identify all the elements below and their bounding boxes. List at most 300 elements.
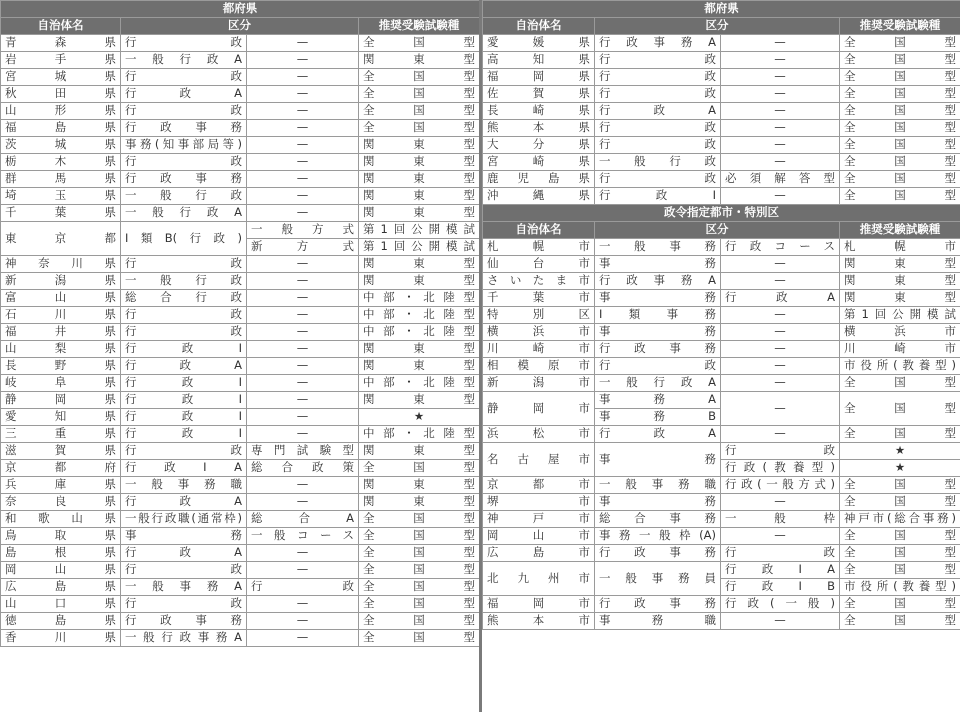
subdivision-cell: — [247,375,359,392]
subdivision-cell: — [247,613,359,630]
entity-name: 北九州市 [483,562,595,596]
subdivision-cell: — [247,630,359,647]
exam-type-cell: 全国型 [840,188,960,205]
exam-type-cell: 全国型 [359,511,480,528]
entity-name: 京都市 [483,477,595,494]
subdivision-cell: 行政(一般) [721,596,840,613]
division-cell: 一般事務職 [595,477,721,494]
division-cell: 行政A [121,86,247,103]
col-header-entity: 自治体名 [483,18,595,35]
division-cell: 行政Ⅰ [121,392,247,409]
division-cell: 事務 [595,256,721,273]
exam-type-cell: 中部・北陸型 [359,290,480,307]
table-row [483,239,960,256]
subdivision-cell: — [721,69,840,86]
exam-type-cell: 中部・北陸型 [359,375,480,392]
division-cell: 行政事務 [595,545,721,562]
table-row [1,443,480,460]
exam-type-cell: ★ [359,409,480,426]
table-row [483,103,960,120]
division-cell: 行政Ⅰ [121,409,247,426]
table-row [483,341,960,358]
exam-type-cell: 関東型 [840,273,960,290]
exam-type-cell: 関東型 [359,154,480,171]
division-cell: 行政 [595,120,721,137]
exam-type-cell: 全国型 [359,579,480,596]
subdivision-cell: 行政ⅠB [721,579,840,596]
table-row [1,290,480,307]
division-cell: 行政 [121,324,247,341]
entity-name: 川崎市 [483,341,595,358]
entity-name: 静岡県 [1,392,121,409]
exam-type-cell: 全国型 [840,528,960,545]
subdivision-cell: — [721,52,840,69]
subdivision-cell: 行政ⅠA [721,562,840,579]
exam-type-cell: 全国型 [359,545,480,562]
table-row [1,154,480,171]
entity-name: 山口県 [1,596,121,613]
prefecture-table-left [0,0,480,647]
table-row [1,409,480,426]
exam-type-cell: 全国型 [840,120,960,137]
table-row [483,120,960,137]
entity-name: 京都府 [1,460,121,477]
exam-type-cell: 全国型 [840,392,960,426]
division-cell: Ⅰ類B(行政) [121,222,247,256]
exam-type-cell: 全国型 [840,494,960,511]
table-row [1,103,480,120]
division-cell: 一般行政職(通常枠) [121,511,247,528]
exam-type-cell: 関東型 [359,392,480,409]
division-cell: 事務 [121,528,247,545]
entity-name: 仙台市 [483,256,595,273]
division-cell: 行政事務A [595,273,721,290]
subdivision-cell: — [247,188,359,205]
division-cell: 事務 [595,443,721,477]
table-row [483,256,960,273]
exam-type-cell: 関東型 [359,205,480,222]
table-row [1,86,480,103]
table-row [1,579,480,596]
table-row [483,375,960,392]
subdivision-cell: 必須解答型 [721,171,840,188]
subdivision-cell: — [247,477,359,494]
entity-name: 徳島県 [1,613,121,630]
exam-type-cell: 全国型 [359,103,480,120]
division-cell: 行政A [595,103,721,120]
division-cell: 行政事務 [121,171,247,188]
exam-type-cell: 全国型 [840,154,960,171]
entity-name: 福岡県 [483,69,595,86]
exam-type-cell: 関東型 [359,256,480,273]
division-cell: 事務 [595,324,721,341]
entity-name: 愛知県 [1,409,121,426]
subdivision-cell: 総合政策 [247,460,359,477]
entity-name: 岡山県 [1,562,121,579]
entity-name: 島根県 [1,545,121,562]
entity-name: 秋田県 [1,86,121,103]
table-row [483,69,960,86]
table-row [1,562,480,579]
exam-type-cell: 全国型 [359,613,480,630]
division-cell: 事務一般枠(A) [595,528,721,545]
table-row [483,426,960,443]
division-cell: 行政A [121,494,247,511]
subdivision-cell: — [721,154,840,171]
table-row [1,69,480,86]
division-cell: 事務B [595,409,721,426]
division-cell: 一般事務A [121,579,247,596]
division-cell: 行政 [121,307,247,324]
entity-name: 茨城県 [1,137,121,154]
division-cell: 行政 [121,35,247,52]
exam-type-cell: 横浜市 [840,324,960,341]
division-cell: 一般行政 [595,154,721,171]
subdivision-cell: — [721,256,840,273]
division-cell: 行政事務 [595,341,721,358]
entity-name: 石川県 [1,307,121,324]
division-cell: 行政 [121,256,247,273]
exam-type-cell: ★ [840,443,960,460]
exam-type-cell: 中部・北陸型 [359,307,480,324]
entity-name: 鹿児島県 [483,171,595,188]
entity-name: 長野県 [1,358,121,375]
table-row [1,222,480,239]
exam-type-cell: 全国型 [840,69,960,86]
subdivision-cell: — [721,307,840,324]
division-cell: 総合事務 [595,511,721,528]
entity-name: 滋賀県 [1,443,121,460]
subdivision-cell: — [247,171,359,188]
entity-name: 新潟県 [1,273,121,290]
division-cell: 行政Ⅰ [595,188,721,205]
exam-type-cell: 関東型 [359,52,480,69]
table-row [483,35,960,52]
table-row [1,171,480,188]
division-cell: 行政A [121,545,247,562]
division-cell: 事務 [595,290,721,307]
entity-name: 岩手県 [1,52,121,69]
table-row [483,545,960,562]
table-row [483,613,960,630]
division-cell: 事務 [595,494,721,511]
division-cell: 行政 [121,69,247,86]
subdivision-cell: — [247,273,359,290]
entity-name: 堺市 [483,494,595,511]
entity-name: 三重県 [1,426,121,443]
division-cell: 行政 [595,86,721,103]
subdivision-cell: 一般方式 [247,222,359,239]
col-header-entity: 自治体名 [483,222,595,239]
col-header-division: 区分 [121,18,359,35]
exam-type-cell: 関東型 [359,188,480,205]
subdivision-cell: 行政 [721,545,840,562]
exam-type-cell: 札幌市 [840,239,960,256]
table-row [1,375,480,392]
subdivision-cell: — [247,69,359,86]
subdivision-cell: — [247,494,359,511]
division-cell: 行政Ⅰ [121,375,247,392]
subdivision-cell: — [721,103,840,120]
table-row [1,273,480,290]
division-cell: 一般行政 [121,273,247,290]
section-header-prefectures: 都府県 [1,1,480,18]
entity-name: 千葉県 [1,205,121,222]
table-row [483,154,960,171]
table-row [1,324,480,341]
table-row [483,477,960,494]
table-row [1,35,480,52]
table-row [1,358,480,375]
division-cell: 一般事務 [595,239,721,256]
exam-type-cell: 全国型 [840,562,960,579]
entity-name: 広島市 [483,545,595,562]
division-cell: 行政事務A [595,35,721,52]
subdivision-cell: — [247,426,359,443]
exam-type-cell: 第1回公開模試 [840,307,960,324]
division-cell: 事務職 [595,613,721,630]
table-row [483,86,960,103]
entity-name: 特別区 [483,307,595,324]
exam-type-cell: 関東型 [359,443,480,460]
subdivision-cell: — [721,273,840,290]
exam-type-cell: 全国型 [359,69,480,86]
entity-name: 栃木県 [1,154,121,171]
col-header-exam: 推奨受験試験種 [359,18,480,35]
subdivision-cell: — [247,341,359,358]
division-cell: 行政 [121,154,247,171]
entity-name: 札幌市 [483,239,595,256]
division-cell: 一般事務員 [595,562,721,596]
table-row [1,630,480,647]
section-header-prefectures: 都府県 [483,1,960,18]
table-row [483,307,960,324]
table-row [483,137,960,154]
exam-type-cell: 全国型 [840,545,960,562]
division-cell: 事務A [595,392,721,409]
subdivision-cell: — [721,613,840,630]
table-row [1,596,480,613]
subdivision-cell: — [721,358,840,375]
exam-type-cell: 関東型 [359,137,480,154]
division-cell: 行政 [595,358,721,375]
subdivision-cell: — [247,103,359,120]
exam-type-cell: 全国型 [840,426,960,443]
subdivision-cell: — [721,137,840,154]
entity-name: 埼玉県 [1,188,121,205]
table-row [483,188,960,205]
subdivision-cell: — [721,392,840,426]
entity-name: 奈良県 [1,494,121,511]
subdivision-cell: — [247,290,359,307]
entity-name: 熊本県 [483,120,595,137]
entity-name: 愛媛県 [483,35,595,52]
division-cell: 行政Ⅰ [121,341,247,358]
exam-type-cell: 全国型 [359,460,480,477]
entity-name: 兵庫県 [1,477,121,494]
entity-name: 神奈川県 [1,256,121,273]
table-row [483,494,960,511]
division-cell: 一般行政 [121,188,247,205]
exam-type-cell: 関東型 [359,273,480,290]
entity-name: 沖縄県 [483,188,595,205]
subdivision-cell: — [721,86,840,103]
entity-name: 群馬県 [1,171,121,188]
exam-type-cell: 関東型 [359,477,480,494]
entity-name: 静岡市 [483,392,595,426]
table-row [483,392,960,409]
table-row [1,392,480,409]
exam-type-cell: 全国型 [840,103,960,120]
subdivision-cell: — [721,188,840,205]
table-row [1,341,480,358]
exam-type-cell: 第1回公開模試 [359,239,480,256]
table-row [483,358,960,375]
subdivision-cell: — [247,137,359,154]
entity-name: 鳥取県 [1,528,121,545]
entity-name: 福岡市 [483,596,595,613]
table-row [1,137,480,154]
subdivision-cell: — [247,120,359,137]
table-row [1,613,480,630]
division-cell: 一般行政A [121,205,247,222]
exam-type-cell: 全国型 [840,613,960,630]
exam-type-cell: 全国型 [840,171,960,188]
exam-type-cell: 関東型 [359,494,480,511]
division-cell: 行政事務 [121,120,247,137]
entity-name: 香川県 [1,630,121,647]
subdivision-cell: — [721,341,840,358]
exam-type-cell: 全国型 [840,35,960,52]
division-cell: 行政A [595,426,721,443]
table-row [1,120,480,137]
subdivision-cell: — [247,205,359,222]
subdivision-cell: — [721,324,840,341]
exam-type-cell: 全国型 [359,35,480,52]
subdivision-cell: — [247,307,359,324]
exam-type-cell: 全国型 [359,86,480,103]
exam-type-cell: 第1回公開模試 [359,222,480,239]
exam-type-cell: 全国型 [840,86,960,103]
subdivision-cell: — [247,562,359,579]
section-header-designated-cities: 政令指定都市・特別区 [483,205,960,222]
table-row [483,562,960,579]
subdivision-cell: 一般枠 [721,511,840,528]
table-row [1,460,480,477]
exam-type-cell: 全国型 [840,477,960,494]
exam-type-cell: 全国型 [840,137,960,154]
division-cell: 一般行政事務A [121,630,247,647]
table-row [483,324,960,341]
table-row [483,273,960,290]
table-row [1,426,480,443]
division-cell: 行政 [595,52,721,69]
col-header-entity: 自治体名 [1,18,121,35]
exam-type-cell: 神戸市(総合事務) [840,511,960,528]
entity-name: 山形県 [1,103,121,120]
subdivision-cell: — [247,545,359,562]
subdivision-cell: — [721,375,840,392]
table-row [1,494,480,511]
exam-type-cell: 全国型 [840,52,960,69]
entity-name: 浜松市 [483,426,595,443]
exam-type-cell: 川崎市 [840,341,960,358]
table-row [1,52,480,69]
subdivision-cell: 行政 [247,579,359,596]
division-cell: 一般行政A [121,52,247,69]
exam-type-cell: 全国型 [359,528,480,545]
table-row [1,188,480,205]
exam-type-cell: 全国型 [359,596,480,613]
table-row [1,477,480,494]
entity-name: 大分県 [483,137,595,154]
subdivision-cell: 行政(一般方式) [721,477,840,494]
table-row [483,290,960,307]
entity-name: 広島県 [1,579,121,596]
exam-type-cell: 全国型 [359,562,480,579]
subdivision-cell: 行政コース [721,239,840,256]
entity-name: 名古屋市 [483,443,595,477]
subdivision-cell: — [247,596,359,613]
division-cell: 行政事務 [595,596,721,613]
prefecture-city-table-right [482,0,960,630]
table-row [483,443,960,460]
entity-name: 長崎県 [483,103,595,120]
subdivision-cell: 総合A [247,511,359,528]
entity-name: 相模原市 [483,358,595,375]
entity-name: 和歌山県 [1,511,121,528]
entity-name: 岐阜県 [1,375,121,392]
table-row [483,511,960,528]
division-cell: 総合行政 [121,290,247,307]
subdivision-cell: 行政 [721,443,840,460]
entity-name: 千葉市 [483,290,595,307]
subdivision-cell: — [247,154,359,171]
table-row [483,596,960,613]
table-row [1,307,480,324]
table-row [1,511,480,528]
entity-name: 山梨県 [1,341,121,358]
division-cell: 行政 [121,103,247,120]
division-cell: 行政 [121,443,247,460]
entity-name: 新潟市 [483,375,595,392]
exam-type-cell: 市役所(教養型) [840,579,960,596]
entity-name: 高知県 [483,52,595,69]
subdivision-cell: 専門試験型 [247,443,359,460]
exam-type-cell: 全国型 [840,596,960,613]
entity-name: 熊本市 [483,613,595,630]
entity-name: 宮城県 [1,69,121,86]
division-cell: 行政 [121,596,247,613]
division-cell: 行政事務 [121,613,247,630]
col-header-division: 区分 [595,18,840,35]
division-cell: 行政 [595,137,721,154]
subdivision-cell: — [721,426,840,443]
division-cell: 事務(知事部局等) [121,137,247,154]
table-row [1,545,480,562]
table-row [1,528,480,545]
table-row [483,528,960,545]
subdivision-cell: — [721,120,840,137]
subdivision-cell: 一般コース [247,528,359,545]
subdivision-cell: — [247,392,359,409]
subdivision-cell: — [247,52,359,69]
entity-name: 宮崎県 [483,154,595,171]
subdivision-cell: — [247,86,359,103]
division-cell: 行政A [121,358,247,375]
exam-type-cell: 関東型 [840,290,960,307]
col-header-exam: 推奨受験試験種 [840,18,960,35]
